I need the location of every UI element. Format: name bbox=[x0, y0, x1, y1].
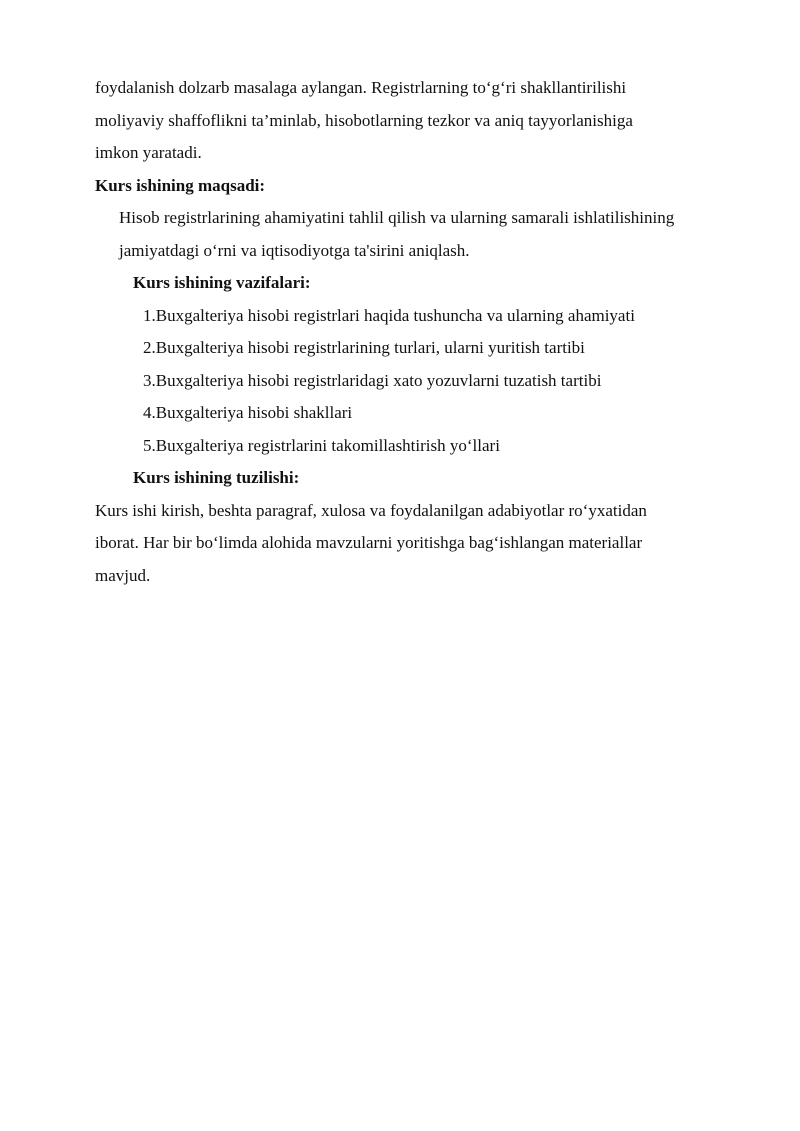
structure-line-2: iborat. Har bir bo‘limda alohida mavzularni yoritishga bag‘ishlangan materiallar bbox=[95, 533, 643, 552]
task-item: 1.Buxgalteriya hisobi registrlari haqida tushuncha va ularning ahamiyati bbox=[143, 306, 635, 325]
structure-heading: Kurs ishining tuzilishi: bbox=[133, 468, 300, 487]
tasks-heading: Kurs ishining vazifalari: bbox=[133, 273, 311, 292]
purpose-line-1: Hisob registrlarining ahamiyatini tahlil qilish va ularning samarali ishlatilishining bbox=[119, 208, 675, 227]
purpose-line-2: jamiyatdagi o‘rni va iqtisodiyotga ta'sirini aniqlash. bbox=[119, 241, 470, 260]
intro-line-1: foydalanish dolzarb masalaga aylangan. Registrlarning to‘g‘ri shakllantirilishi bbox=[95, 78, 627, 97]
task-item: 5.Buxgalteriya registrlarini takomillashtirish yo‘llari bbox=[143, 436, 500, 455]
purpose-heading: Kurs ishining maqsadi: bbox=[95, 176, 266, 195]
task-item: 2.Buxgalteriya hisobi registrlarining turlari, ularni yuritish tartibi bbox=[143, 338, 585, 357]
structure-line-3: mavjud. bbox=[95, 566, 151, 585]
task-item: 4.Buxgalteriya hisobi shakllari bbox=[143, 403, 353, 422]
structure-line-1: Kurs ishi kirish, beshta paragraf, xulosa va foydalanilgan adabiyotlar ro‘yxatidan bbox=[95, 501, 647, 520]
intro-line-2: moliyaviy shaffoflikni ta’minlab, hisobotlarning tezkor va aniq tayyorlanishiga bbox=[95, 111, 633, 130]
task-item: 3.Buxgalteriya hisobi registrlaridagi xato yozuvlarni tuzatish tartibi bbox=[143, 371, 602, 390]
intro-line-3: imkon yaratadi. bbox=[95, 143, 202, 162]
